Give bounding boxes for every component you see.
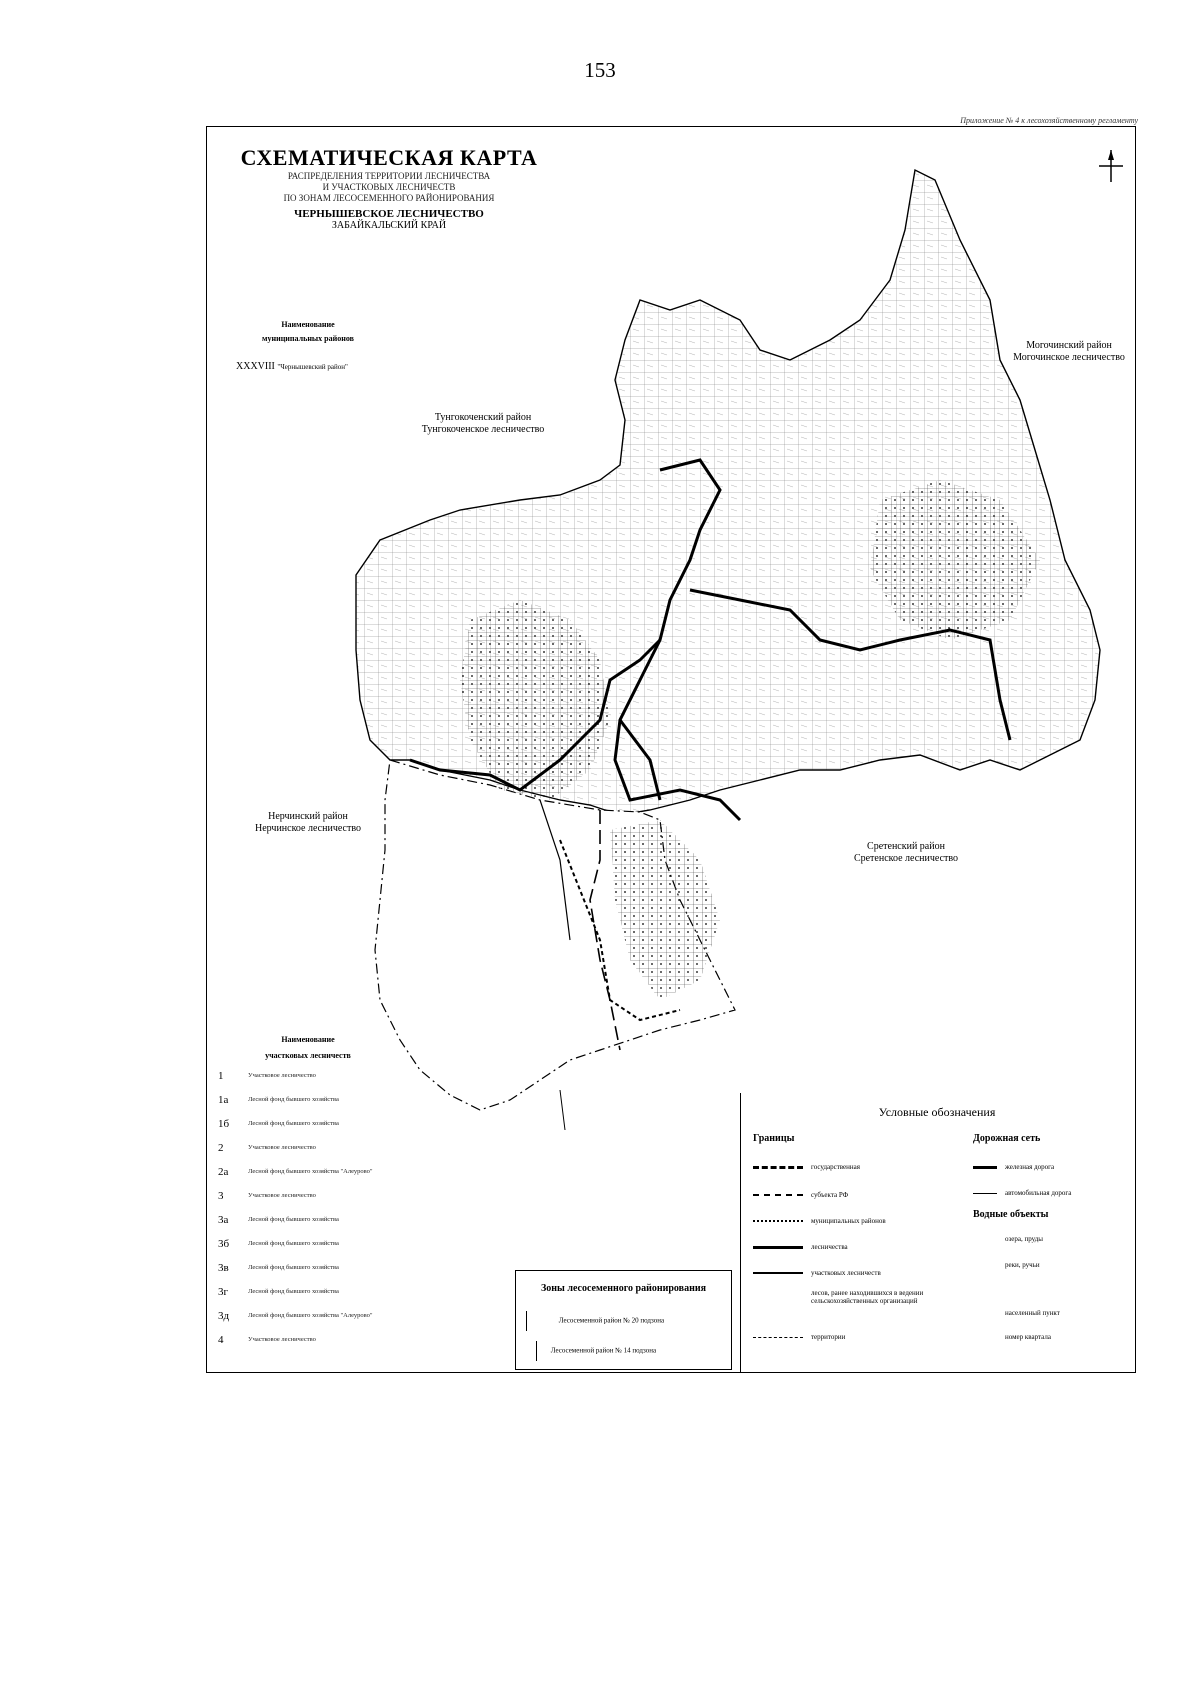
title-subtitle-1: РАСПРЕДЕЛЕНИЯ ТЕРРИТОРИИ ЛЕСНИЧЕСТВА: [287, 171, 491, 181]
region-label-mogocha: [1004, 340, 1134, 364]
district-legend: [218, 1032, 398, 1352]
district-code: 3а: [218, 1214, 229, 1226]
district-code: 3г: [218, 1286, 229, 1298]
region-label-sretensk: [836, 841, 976, 865]
municipal-code: XXXVIII: [236, 361, 275, 372]
legend-roads-heading: Дорожная сеть: [973, 1133, 1041, 1144]
seed-zones-heading: Зоны лесосеменного районирования: [540, 1283, 706, 1294]
legend-border-note: лесов, ранее находившихся в ведении сельскохозяйственных организаций: [811, 1289, 924, 1305]
district-name: Участковое лесничество: [248, 1072, 316, 1079]
legend-border-subject: [753, 1191, 848, 1199]
legend-border-territory: [753, 1333, 845, 1341]
legend-heading: Условные обозначения: [878, 1105, 996, 1119]
district-code: 1б: [218, 1118, 230, 1130]
district-code: 3б: [218, 1238, 230, 1250]
legend-road-auto: [973, 1189, 1071, 1197]
railway-swatch-icon: [973, 1166, 997, 1169]
legend-border-forestry: [753, 1243, 848, 1251]
road-swatch-icon: [973, 1193, 997, 1194]
municipal-legend-heading-2: муниципальных районов: [262, 334, 354, 343]
municipal-border-swatch-icon: [753, 1220, 803, 1222]
region-forestry: Сретенское лесничество: [853, 853, 959, 864]
title-subtitle-2: И УЧАСТКОВЫХ ЛЕСНИЧЕСТВ: [322, 182, 456, 192]
legend-border-label: государственная: [811, 1163, 860, 1171]
legend-border-district: [753, 1269, 881, 1277]
district-legend-row: [218, 1064, 398, 1088]
header-note: Приложение № 4 к лесохозяйственному регламенту: [960, 116, 1138, 125]
district-legend-row: [218, 1256, 398, 1280]
legend-border-label: участковых лесничеств: [811, 1269, 881, 1277]
district-legend-row: [218, 1184, 398, 1208]
legend-water-label: реки, ручьи: [1005, 1261, 1040, 1269]
seed-zone-b: [536, 1341, 656, 1361]
district-legend-row: [218, 1328, 398, 1352]
map-title: СХЕМАТИЧЕСКАЯ КАРТА: [240, 145, 538, 170]
district-code: 1: [218, 1070, 224, 1082]
state-border-swatch-icon: [753, 1166, 803, 1169]
page-number: 153: [584, 58, 616, 82]
district-legend-row: [218, 1232, 398, 1256]
region-forestry: Нерчинское лесничество: [255, 823, 361, 834]
zone-b-label: Лесосеменной район № 14 подзона: [550, 1346, 657, 1355]
region-district: Сретенский район: [867, 841, 945, 852]
district-name: Лесной фонд бывшего хозяйства "Алеурово": [248, 1312, 373, 1319]
region-district: Нерчинский район: [268, 811, 348, 822]
district-code: 2: [218, 1142, 224, 1154]
zone-b-swatch-icon: [536, 1341, 537, 1361]
district-code: 1а: [218, 1094, 229, 1106]
municipal-legend-example: XXXVIII "Чернышевский район": [236, 361, 348, 372]
zone-a-swatch-icon: [526, 1311, 527, 1331]
legend-border-label: территории: [811, 1333, 846, 1341]
district-legend-row: [218, 1280, 398, 1304]
district-code: 3: [218, 1190, 224, 1202]
legend-border-label: лесничества: [811, 1243, 848, 1251]
territory-border-swatch-icon: [753, 1337, 803, 1338]
legend-border-state: [753, 1163, 860, 1171]
title-subtitle-3: ПО ЗОНАМ ЛЕСОСЕМЕННОГО РАЙОНИРОВАНИЯ: [283, 193, 495, 203]
district-legend-row: [218, 1136, 398, 1160]
legend-other-label: населенный пункт: [1005, 1309, 1060, 1317]
district-code: 3в: [218, 1262, 229, 1274]
legend-settlement: [973, 1309, 1060, 1317]
map-legend: [740, 1093, 1132, 1373]
region-label-nerchinsk: [238, 811, 378, 835]
legend-water-rivers: [973, 1261, 1040, 1269]
seed-zones-box: [515, 1270, 732, 1370]
forestry-border-swatch-icon: [753, 1246, 803, 1249]
district-name: Лесной фонд бывшего хозяйства: [248, 1216, 339, 1223]
district-name: Лесной фонд бывшего хозяйства: [248, 1264, 339, 1271]
district-legend-row: [218, 1160, 398, 1184]
legend-border-municipal: [753, 1217, 886, 1225]
legend-water-lakes: [973, 1235, 1043, 1243]
district-name: Лесной фонд бывшего хозяйства "Алеурово": [248, 1168, 373, 1175]
legend-road-rail: [973, 1163, 1054, 1171]
district-code: 3д: [218, 1310, 230, 1322]
region-forestry: Тунгокоченское лесничество: [421, 424, 545, 435]
legend-quarter-number: [973, 1333, 1051, 1341]
district-name: Участковое лесничество: [248, 1192, 316, 1199]
zone-a-label: Лесосеменной район № 20 подзона: [558, 1316, 665, 1325]
district-legend-row: [218, 1208, 398, 1232]
district-name: Участковое лесничество: [248, 1144, 316, 1151]
legend-road-label: железная дорога: [1005, 1163, 1055, 1171]
district-legend-row: [218, 1304, 398, 1328]
district-name: Лесной фонд бывшего хозяйства: [248, 1288, 339, 1295]
region-district: Могочинский район: [1026, 340, 1112, 351]
region-forestry: Могочинское лесничество: [1013, 352, 1125, 363]
district-code: 4: [218, 1334, 224, 1346]
title-forestry: ЧЕРНЫШЕВСКОЕ ЛЕСНИЧЕСТВО: [294, 208, 484, 220]
compass-rose-icon: [1097, 148, 1125, 184]
legend-border-label: субъекта РФ: [811, 1191, 849, 1199]
district-name: Участковое лесничество: [248, 1336, 316, 1343]
map-title-block: [224, 145, 554, 231]
legend-water-label: озера, пруды: [1005, 1235, 1043, 1243]
district-border-swatch-icon: [753, 1272, 803, 1274]
legend-borders-heading: Границы: [753, 1133, 795, 1144]
district-legend-heading-2: участковых лесничеств: [265, 1051, 351, 1060]
district-name: Лесной фонд бывшего хозяйства: [248, 1096, 339, 1103]
title-region: ЗАБАЙКАЛЬСКИЙ КРАЙ: [331, 220, 447, 231]
subject-border-swatch-icon: [753, 1194, 803, 1196]
legend-border-label: муниципальных районов: [811, 1217, 886, 1225]
legend-water-heading: Водные объекты: [973, 1209, 1049, 1220]
district-legend-heading-1: Наименование: [281, 1035, 335, 1044]
region-label-tungokochen: [408, 412, 558, 436]
legend-other-label: номер квартала: [1005, 1333, 1051, 1341]
seed-zone-a: [526, 1311, 664, 1331]
district-legend-row: [218, 1088, 398, 1112]
district-name: Лесной фонд бывшего хозяйства: [248, 1240, 339, 1247]
district-code: 2а: [218, 1166, 229, 1178]
municipal-legend-heading-1: Наименование: [281, 320, 335, 329]
region-district: Тунгокоченский район: [434, 412, 532, 423]
municipal-legend-heading: [228, 318, 388, 346]
municipal-name: Чернышевский район: [280, 363, 345, 371]
legend-road-label: автомобильная дорога: [1005, 1189, 1072, 1197]
district-legend-row: [218, 1112, 398, 1136]
district-name: Лесной фонд бывшего хозяйства: [248, 1120, 339, 1127]
